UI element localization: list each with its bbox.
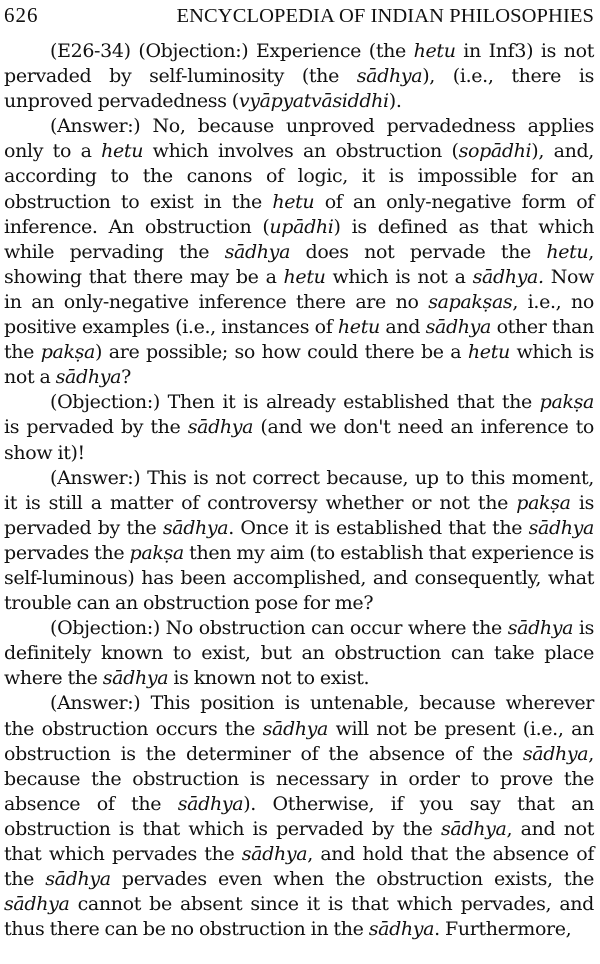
text-run: pervades the [4,541,130,564]
running-title: ENCYCLOPEDIA OF INDIAN PHILOSOPHIES [176,5,594,27]
italic-term: sādhya [441,817,507,840]
text-run: , because the obstruction is necessary in order to prove the absence of the [4,742,594,815]
text-run: (Objection:) No obstruction can occur where the [50,617,508,640]
italic-term: hetu [337,316,380,339]
text-run: which is not a [4,341,594,389]
text-run: does not pervade the [290,240,547,263]
text-run: Now in an only-negative inference there are no [4,265,594,313]
text-run: and [379,316,426,339]
italic-term: sādhya [425,316,492,339]
italic-term: hetu [283,265,326,288]
italic-term: pakṣa [40,341,96,364]
italic-term: sādhya [177,792,244,815]
text-run: (and we don't need an inference to show it)! [4,416,594,464]
italic-term: upādhi [269,215,334,238]
text-run: is known not to exist. [168,667,370,690]
text-run: . Once it is established that the [228,516,529,539]
italic-term: sādhya [507,617,574,640]
text-run: is pervaded by the [4,416,188,439]
text-run: pervades even when the obstruction exists, the [110,868,594,891]
text-run: which is not a [325,265,473,288]
text-run: (Answer:) No, because unproved pervadedness applies only to a [4,115,594,163]
italic-term: pakṣa [516,491,571,514]
italic-term: sādhya. [472,265,544,288]
text-run: of an only-negative form of inference. An obstruction ( [4,190,594,238]
text-run: . Furthermore, [434,918,572,941]
text-run: ), (i.e., there is unproved pervadedness ( [4,65,594,113]
text-run: ). Otherwise, if you say that an obstruction is that which is pervaded by the [4,792,594,840]
italic-term: sādhya [356,65,423,88]
text-run: which involves an obstruction ( [143,140,459,163]
paragraph-answer-3 [4,691,594,942]
italic-term: sādhya [162,516,229,539]
italic-term: sapakṣas [428,290,513,313]
italic-term: hetu [467,341,510,364]
text-run: is definitely known to exist, but an obstruction can take place where the [4,617,594,690]
paragraph-objection-1 [4,39,594,114]
italic-term: sādhya [55,366,122,389]
italic-term: vyāpyatvāsiddhi [238,90,389,113]
text-run: , and not that which pervades the [4,817,595,865]
italic-term: hetu [272,190,315,213]
text-run: , and hold that the absence of the [4,843,594,891]
text-run: , i.e., no positive examples (i.e., instances of [4,290,595,339]
italic-term: sādhya [187,416,254,439]
text-run: then my aim (to establish that experience is self-luminous) has been accomplished, and consequently, what trouble can an obstruction pose for me? [4,541,594,615]
italic-term: sādhya [522,742,589,765]
italic-term: sopādhi [458,140,532,163]
italic-term: sādhya [528,516,595,539]
text-run: (Answer:) This position is untenable, because wherever the obstruction occurs the [4,692,594,740]
paragraph-answer-1 [4,114,594,390]
italic-term: sādhya [368,918,435,941]
text-run: , showing that there may be a [4,240,594,288]
text-run: ), and, according to the canons of logic, it is impossible for an obstruction to exist in the [4,140,594,213]
text-run: ) are possible; so how could there be a [95,341,468,364]
paragraph-objection-3 [4,616,594,691]
text-run: cannot be absent since it is that which pervades, and thus there can be no obstruction in the [4,893,594,941]
italic-term: sādhya [224,240,291,263]
italic-term: hetu [101,140,144,163]
text-run: other than the [4,316,595,364]
text-run: ). [388,90,402,113]
paragraph-answer-2 [4,466,594,617]
paragraph-objection-2 [4,390,594,465]
italic-term: hetu [413,40,456,62]
body-text [4,39,594,942]
text-run: ? [121,366,131,389]
text-run: is pervaded by the [4,491,594,539]
italic-term: sādhya [262,717,329,740]
italic-term: sādhya [4,893,70,916]
text-run: (Objection:) Then it is already established that the [50,391,540,414]
text-run: in Inf3) is not pervaded by self-luminosity (the [4,40,594,88]
text-run: (E26-34) (Objection:) Experience (the [50,40,414,62]
text-run: ) is defined as that which while pervading the [4,215,594,263]
italic-term: sādhya [102,667,169,690]
running-header [4,2,594,29]
italic-term: sādhya [241,843,308,865]
text-run: (Answer:) This is not correct because, up to this moment, it is still a matter of controversy whether or not the [4,466,594,514]
italic-term: pakṣa [129,541,184,564]
italic-term: hetu [546,240,589,263]
text-run: will not be present (i.e., an obstruction is the determiner of the absence of the [4,717,594,765]
italic-term: pakṣa [539,391,594,414]
italic-term: sādhya [45,868,111,891]
page-number: 626 [4,3,39,27]
